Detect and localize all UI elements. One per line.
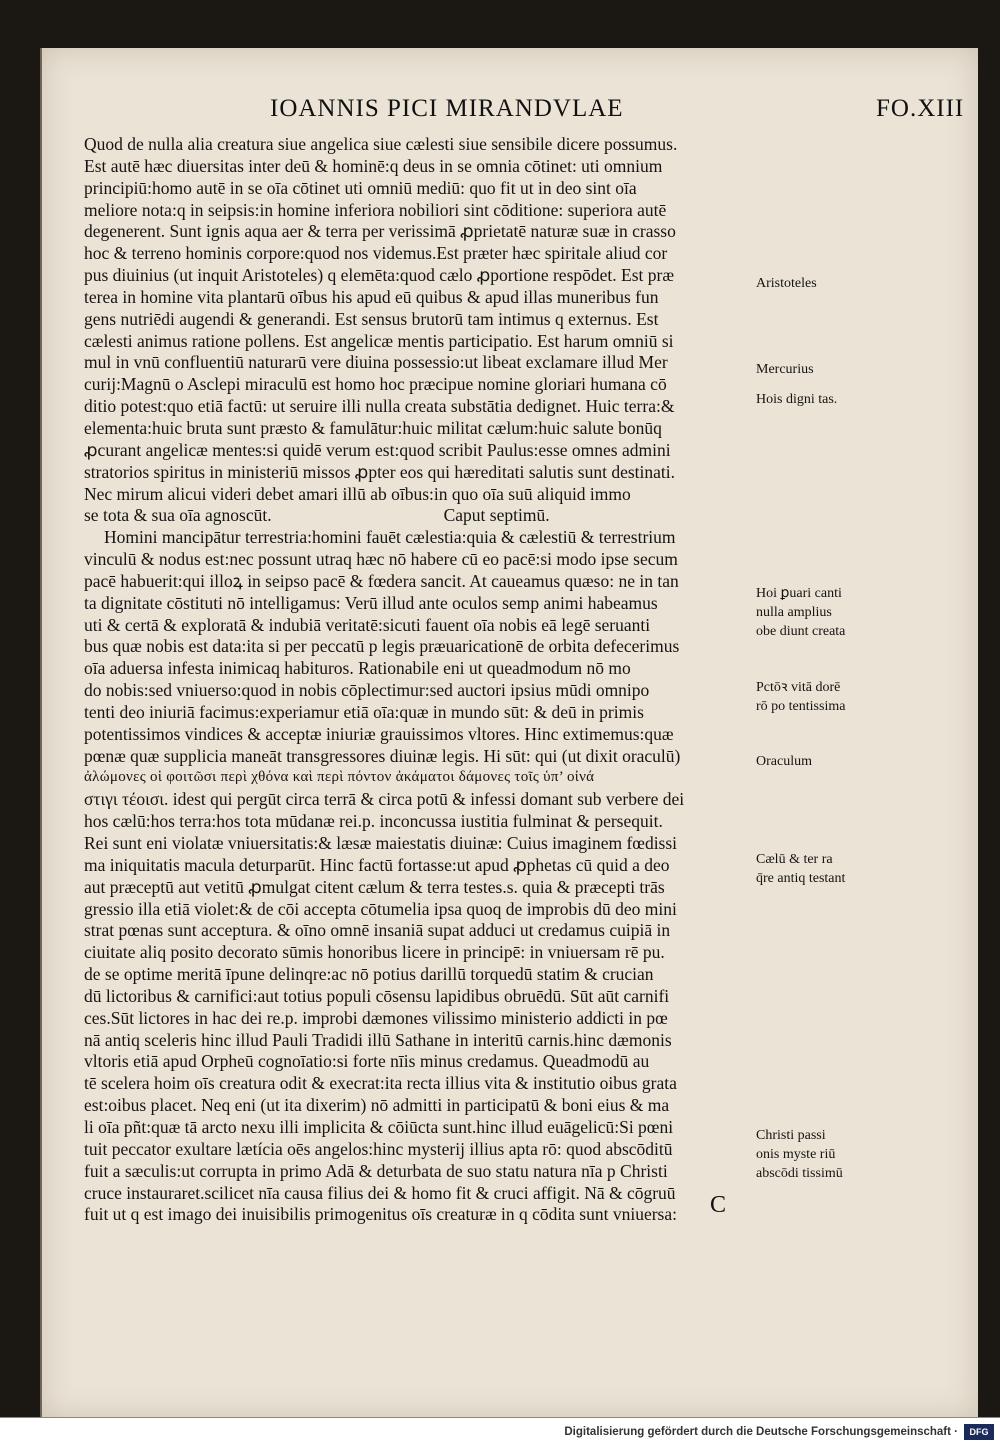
text-line: Quod de nulla alia creatura siue angelica siue cælesti siue sensibile dicere possumus. xyxy=(84,134,678,154)
text-line: στιγι τέοισι. idest qui pergūt circa terrā & circa potū & infessi domant sub verbere dei xyxy=(84,789,685,810)
text-line: principiū:homo autē in se oīa cōtinet uti omniū mediū: quo fit ut in deo sint oīa xyxy=(84,177,637,198)
text-line: cælesti animus ratione pollens. Est angelicæ mentis participatio. Est harum omniū si xyxy=(84,330,674,351)
marginal-note: Hois digni tas. xyxy=(756,392,838,407)
text-line: nā antiq sceleris hinc illud Pauli Tradidi illū Sathane in interitū carnis.hinc dæmonis xyxy=(84,1029,672,1050)
text-line: vltoris etiā apud Orpheū cognoīatio:si forte nīis minus credamus. Queadmodū au xyxy=(84,1051,650,1072)
marginal-note: Mercurius xyxy=(756,362,814,377)
text-line: mul in vnū confluentiū naturarū vere diuina possessio:ut libeat exclamare illud Mer xyxy=(84,352,668,373)
marginal-note: Oraculum xyxy=(756,754,812,769)
text-line: stratorios spiritus in ministeriū missos ꝓpter eos qui hæreditati salutis sunt destinati. xyxy=(84,461,676,482)
text-line: Rei sunt eni violatæ vniuersitatis:& læsæ maiestatis diuinæ: Cuius imaginem fœdissi xyxy=(84,833,678,853)
text-line: cruce instauraret.scilicet nīa causa filius dei & homo fit & cruci affigit. Nā & cōgruū xyxy=(84,1182,676,1203)
marginal-note: Christi passi onis myste riū abscōdi tissimū xyxy=(756,1128,843,1181)
footer-bar xyxy=(0,1417,1000,1448)
signature-mark: C xyxy=(710,1192,727,1218)
text-line: tenti deo iniuriā facimus:experiamur etiā oīa:quæ in mundo sūt: & deū in primis xyxy=(84,701,644,722)
text-line: gressio illa etiā violet:& de cōi accepta cōtumelia ipsa quoq de improbis dū deo mini xyxy=(84,898,677,919)
text-line: de se optime meritā īpune delinqre:ac nō potius darillū torquedū statim & crucian xyxy=(84,964,654,985)
text-line: vinculū & nodus est:nec possunt utraq hæc nō habere cū eo pacē:si modo ipse secum xyxy=(84,549,678,570)
text-line: ces.Sūt lictores in hac dei re.p. improbi dæmones vilissimo ministerio addicti in pœ xyxy=(84,1007,668,1028)
text-line: ciuitate aliq posito decorato sūmis honoribus licere in principē: in vniuersam rē pu. xyxy=(84,942,665,963)
text-line: li oīa pñt:quæ tā arcto nexu illi implicita & cōiūcta sunt.hinc illud euāgelicū:Si pœni xyxy=(84,1116,674,1137)
running-head: IOANNIS PICI MIRANDVLAE xyxy=(270,95,624,122)
text-line-end: se tota & sua oīa agnoscūt. xyxy=(84,505,272,526)
text-line: ꝓcurant angelicæ mentes:si quidē verum est:quod scribit Paulus:esse omnes admini xyxy=(84,439,671,460)
text-line: meliore nota:q in seipsis:in homine inferiora nobiliori sint cōditione: superiora autē xyxy=(84,199,667,220)
text-line: oīa aduersa infesta inimicaq habituros. Rationabile eni ut queadmodum nō mo xyxy=(84,658,631,679)
text-line: gens nutriēdi augendi & generandi. Est sensus brutorū tam intimus q externus. Est xyxy=(84,308,659,329)
body-text xyxy=(84,134,760,1226)
folio-number: FO.XIII xyxy=(876,95,965,122)
text-line: degenerent. Sunt ignis aqua aer & terra per verissimā ꝓprietatē naturæ suæ in crasso xyxy=(84,221,676,242)
text-line: fuit ut q est imago dei inuisibilis primogenitus oīs creaturæ in q cōdita sunt vniuersa: xyxy=(84,1204,677,1225)
text-line: dū lictoribus & carnifici:aut totius populi cōsensu lapidibus obruēdū. Sūt aūt carnifi xyxy=(84,985,670,1006)
text-line: pacē habuerit:qui illoꝝ in seipso pacē & fœdera sancit. At caueamus quæso: ne in tan xyxy=(84,570,679,591)
text-line: est:oibus placet. Neq eni (ut ita dixerim) nō admitti in participatū & boni eius & ma xyxy=(84,1095,670,1116)
text-line: hoc & terreno hominis corpore:quod nos videmus.Est præter hæc spiritale aliud cor xyxy=(84,243,668,264)
text-line: curij:Magnū o Asclepi miraculū est homo hoc præcipue nomine gloriari humana cō xyxy=(84,374,667,395)
text-line: strat pœnas sunt acceptura. & oīno omnē insaniā supat adduci ut credamus cuipiā in xyxy=(84,920,671,941)
footer-credit: Digitalisierung gefördert durch die Deutsche Forschungsgemeinschaft · xyxy=(564,1426,958,1438)
greek-line: ἀλώμονες οἱ φοιτῶσι περὶ χθόνα καὶ περὶ πόντον ἀκάματοι δάμονες τοῖς ὑπ’ οἰνά xyxy=(84,769,595,786)
text-line xyxy=(84,505,760,527)
text-line: tuit peccator exultare lætícia oēs angelos:hinc mysterij illius apta rō: quod abscōditū xyxy=(84,1138,673,1159)
text-line: potentissimos vindices & acceptæ iniuriæ grauissimos vltores. Hinc extimemus:quæ xyxy=(84,723,674,744)
marginal-note: Pctōꝛ vitā dorē rō po tentissima xyxy=(756,680,846,714)
text-line: bus quæ nobis est data:ita si per peccatū p legis præuaricationē de orbita defecerimus xyxy=(84,636,680,657)
text-line: pus diuinius (ut inquit Aristoteles) q elemēta:quod cælo ꝓportione respōdet. Est præ xyxy=(84,265,675,286)
marginal-note: Cælū & ter ra q̄re antiq testant xyxy=(756,852,846,886)
text-line: Est autē hæc diuersitas inter deū & hominē:q deus in se omnia cōtinet: uti omnium xyxy=(84,155,663,176)
text-line: tē scelera hoim oīs creatura odit & execrat:ita recta illius vita & institutio oibus grata xyxy=(84,1073,677,1094)
text-line: uti & certā & exploratā & indubiā veritatē:sicuti fauent oīa nobis eā legē seruanti xyxy=(84,614,651,635)
text-line: aut præceptū aut vetitū ꝓmulgat citent cælum & terra testes.s. quia & præcepti trās xyxy=(84,876,665,897)
text-line: Homini mancipātur terrestria:homini fauēt cælestia:quia & cælestiū & terrestrium xyxy=(104,527,676,548)
marginal-note: Aristoteles xyxy=(756,276,817,291)
text-line: pœnæ quæ supplicia maneāt transgressores diuinæ legis. Hi sūt: qui (ut dixit oraculū) xyxy=(84,745,681,766)
text-line: do nobis:sed vniuerso:quod in nobis cōplectimur:sed auctori ipsius mūdi omnipo xyxy=(84,680,650,701)
text-line: ma iniquitatis macula deturparūt. Hinc factū fortasse:ut apud ꝓphetas cū quid a deo xyxy=(84,854,670,875)
text-line: ta dignitate cōstituti nō intelligamus: Verū illud ante oculos semp animi habeamus xyxy=(84,592,658,613)
text-line: hos cælū:hos terra:hos tota mūdanæ rei.p. inconcussa iustitia fulminat & persequit. xyxy=(84,811,663,832)
text-line: Nec mirum alicui videri debet amari illū ab oībus:in quo oīa suū aliquid immo xyxy=(84,483,631,504)
chapter-heading: Caput septimū. xyxy=(443,505,550,526)
text-line: elementa:huic bruta sunt præsto & famulātur:huic militat cælum:huic salute bonūq xyxy=(84,417,662,438)
text-line: terea in homine vita plantarū oībus his apud eū quibus & apud illas muneribus fun xyxy=(84,286,659,307)
marginal-note: Hoi ꝑuari canti nulla amplius obe diunt creata xyxy=(756,586,846,639)
text-line: ditio potest:quo etiā factū: ut seruire illi nulla creata substātia dedignet. Huic terra:& xyxy=(84,396,675,417)
dfg-logo: DFG xyxy=(964,1424,994,1440)
text-line: fuit a sæculis:ut corrupta in primo Adā & deturbata de suo statu natura nīa p Christi xyxy=(84,1160,668,1181)
